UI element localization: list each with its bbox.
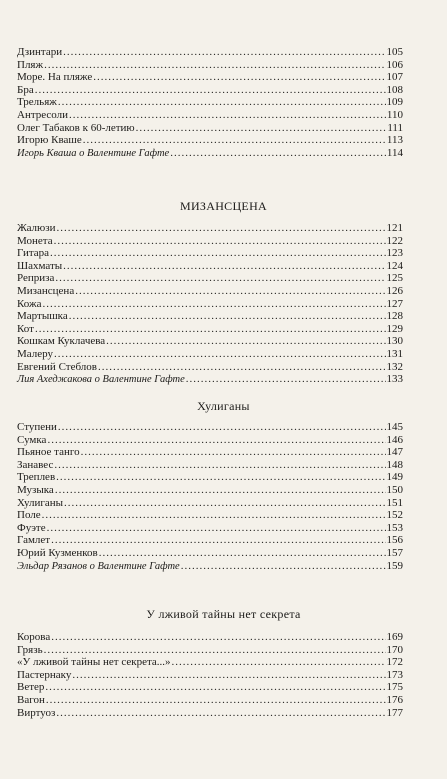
toc-entry-title: Корова	[17, 631, 51, 643]
dot-leader	[57, 222, 386, 235]
dot-leader	[63, 260, 385, 273]
toc-entry-title: Кот	[17, 322, 34, 335]
dot-leader	[170, 147, 386, 160]
toc-entry-page-number: 114	[386, 146, 403, 159]
toc-entry-page-number: 173	[386, 668, 403, 681]
toc-entry	[17, 373, 403, 386]
toc-entry	[17, 656, 403, 669]
toc-entry	[17, 560, 403, 573]
dot-leader	[54, 235, 386, 248]
toc-entry-title: Море. На пляже	[17, 71, 93, 84]
dot-leader	[54, 459, 385, 472]
toc-entry-page-number: 108	[386, 83, 403, 96]
toc-entry-page-number: 129	[386, 322, 403, 335]
dot-leader	[63, 46, 385, 59]
toc-entry-title: Гамлет	[17, 534, 51, 547]
toc-entry	[17, 71, 403, 84]
toc-entry	[17, 484, 403, 497]
toc-group-mizanscena	[17, 222, 403, 386]
toc-entry	[17, 348, 403, 361]
toc-entry-title: Мартышка	[17, 310, 68, 323]
toc-entry-page-number: 146	[386, 433, 403, 446]
toc-entry-title: Пьяное танго	[17, 446, 80, 459]
toc-entry-page-number: 124	[386, 259, 403, 272]
toc-entry-page-number: 153	[386, 521, 403, 534]
toc-entry-title: Мизансцена	[17, 284, 75, 297]
toc-entry-title: Треплев	[17, 471, 56, 484]
toc-entry-page-number: 149	[386, 471, 403, 484]
dot-leader	[46, 694, 386, 707]
dot-leader	[93, 71, 385, 84]
toc-entry	[17, 547, 403, 560]
toc-entry-page-number: 106	[386, 58, 403, 71]
toc-entry-page-number: 172	[386, 656, 403, 669]
toc-entry-title: Вагон	[17, 693, 45, 706]
toc-entry	[17, 509, 403, 522]
toc-entry-title: Реприза	[17, 272, 55, 285]
dot-leader	[55, 484, 386, 497]
dot-leader	[42, 509, 386, 522]
toc-entry	[17, 122, 403, 135]
toc-entry-title: Поле	[17, 509, 41, 522]
toc-entry-title: Евгений Стеблов	[17, 360, 97, 373]
dot-leader	[51, 631, 385, 644]
dot-leader	[35, 84, 386, 97]
toc-entry-page-number: 132	[386, 360, 403, 373]
toc-entry-page-number: 113	[386, 134, 403, 147]
dot-leader	[44, 644, 386, 657]
dot-leader	[51, 534, 385, 547]
toc-entry-title: Виртуоз	[17, 706, 56, 719]
toc-entry-page-number: 156	[386, 534, 403, 547]
dot-leader	[50, 247, 385, 260]
dot-leader	[56, 707, 385, 720]
dot-leader	[186, 373, 386, 386]
toc-entry-title: Кожа	[17, 297, 42, 310]
toc-entry-page-number: 125	[386, 272, 403, 285]
toc-entry-page-number: 128	[386, 310, 403, 323]
toc-entry-page-number: 107	[386, 71, 403, 84]
toc-group-lzhivoy-tayny	[17, 631, 403, 719]
dot-leader	[69, 109, 386, 122]
section-heading-mizanscena: МИЗАНСЦЕНА	[179, 199, 267, 213]
dot-leader	[45, 681, 385, 694]
toc-group-1	[17, 46, 403, 159]
dot-leader	[35, 323, 386, 336]
toc-entry-page-number: 176	[386, 693, 403, 706]
toc-entry	[17, 446, 403, 459]
toc-entry-title: Игорю Кваше	[17, 134, 82, 147]
toc-entry-page-number: 150	[386, 483, 403, 496]
toc-entry	[17, 147, 403, 160]
toc-entry	[17, 46, 403, 59]
toc-entry	[17, 323, 403, 336]
toc-entry	[17, 681, 403, 694]
dot-leader	[136, 122, 387, 135]
dot-leader	[75, 285, 385, 298]
toc-entry-page-number: 147	[386, 446, 403, 459]
toc-entry-page-number: 152	[386, 509, 403, 522]
toc-entry-title: Хулиганы	[17, 496, 64, 509]
toc-entry-title: Гитара	[17, 247, 50, 260]
dot-leader	[83, 134, 386, 147]
dot-leader	[58, 96, 386, 109]
toc-entry-page-number: 157	[386, 546, 403, 559]
toc-entry-page-number: 151	[386, 496, 403, 509]
toc-entry-page-number: 121	[386, 222, 403, 234]
toc-group-khuligany	[17, 421, 403, 572]
toc-entry-title: Жалюзи	[17, 222, 56, 234]
dot-leader	[181, 560, 386, 573]
toc-entry-page-number: 105	[386, 46, 403, 58]
toc-entry-title: Грязь	[17, 643, 43, 656]
toc-entry	[17, 434, 403, 447]
toc-entry	[17, 459, 403, 472]
toc-entry-title: Пляж	[17, 58, 44, 71]
toc-entry	[17, 534, 403, 547]
toc-entry-page-number: 127	[386, 297, 403, 310]
toc-entry-page-number: 145	[386, 421, 403, 433]
toc-entry	[17, 260, 403, 273]
toc-entry	[17, 631, 403, 644]
dot-leader	[56, 471, 385, 484]
toc-entry-title: Антресоли	[17, 108, 69, 121]
dot-leader	[64, 497, 385, 510]
toc-entry-title: Монета	[17, 234, 53, 247]
toc-entry-page-number: 159	[386, 559, 403, 572]
toc-entry-page-number: 133	[386, 373, 403, 386]
toc-entry-title: Кошкам Куклачева	[17, 335, 106, 348]
toc-entry-title: Шахматы	[17, 259, 63, 272]
toc-entry	[17, 222, 403, 235]
toc-entry-title: Юрий Кузменков	[17, 546, 98, 559]
toc-entry	[17, 471, 403, 484]
dot-leader	[44, 59, 385, 72]
toc-entry	[17, 361, 403, 374]
toc-entry-title: Занавес	[17, 458, 54, 471]
toc-entry	[17, 285, 403, 298]
toc-entry	[17, 421, 403, 434]
toc-entry	[17, 707, 403, 720]
toc-entry	[17, 109, 403, 122]
toc-entry-title: Фуэте	[17, 521, 46, 534]
toc-entry	[17, 235, 403, 248]
toc-entry-page-number: 175	[386, 681, 403, 694]
toc-entry	[17, 669, 403, 682]
dot-leader	[69, 310, 386, 323]
toc-entry-page-number: 177	[386, 706, 403, 719]
toc-entry-title: Трельяж	[17, 96, 57, 109]
toc-entry	[17, 96, 403, 109]
toc-entry-title: Игорь Кваша о Валентине Гафте	[17, 147, 170, 159]
toc-entry	[17, 134, 403, 147]
toc-entry-title: Эльдар Рязанов о Валентине Гафте	[17, 560, 180, 572]
toc-entry-page-number: 170	[386, 643, 403, 656]
dot-leader	[54, 348, 386, 361]
toc-entry-title: Пастернаку	[17, 668, 72, 681]
dot-leader	[47, 522, 386, 535]
toc-entry	[17, 310, 403, 323]
toc-entry-title: Лия Ахеджакова о Валентине Гафте	[17, 374, 185, 386]
dot-leader	[81, 446, 386, 459]
toc-entry	[17, 298, 403, 311]
toc-entry-title: Ступени	[17, 421, 57, 433]
toc-entry-page-number: 111	[387, 121, 403, 134]
toc-entry-title: Олег Табаков к 60-летию	[17, 121, 135, 134]
toc-entry	[17, 84, 403, 97]
toc-entry-title: «У лживой тайны нет секрета...»	[17, 656, 171, 669]
dot-leader	[55, 272, 385, 285]
toc-entry-title: Бра	[17, 83, 34, 96]
toc-entry	[17, 335, 403, 348]
dot-leader	[172, 656, 386, 669]
toc-entry-page-number: 148	[386, 458, 403, 471]
toc-entry	[17, 644, 403, 657]
toc-entry-page-number: 110	[386, 108, 403, 121]
toc-entry-title: Дзинтари	[17, 46, 63, 58]
dot-leader	[106, 335, 385, 348]
toc-entry	[17, 59, 403, 72]
dot-leader	[43, 298, 386, 311]
toc-entry-title: Сумка	[17, 433, 47, 446]
toc-entry	[17, 272, 403, 285]
dot-leader	[47, 434, 385, 447]
dot-leader	[58, 421, 386, 434]
toc-entry-page-number: 169	[386, 631, 403, 643]
toc-entry	[17, 522, 403, 535]
dot-leader	[72, 669, 385, 682]
toc-entry-page-number: 122	[386, 234, 403, 247]
dot-leader	[99, 547, 386, 560]
toc-entry	[17, 497, 403, 510]
toc-entry-page-number: 109	[386, 96, 403, 109]
toc-entry-title: Ветер	[17, 681, 45, 694]
toc-entry	[17, 694, 403, 707]
toc-entry-page-number: 126	[386, 284, 403, 297]
toc-entry-title: Музыка	[17, 483, 54, 496]
toc-entry-page-number: 130	[386, 335, 403, 348]
section-heading-khuligany: Хулиганы	[197, 399, 250, 413]
toc-entry-page-number: 123	[386, 247, 403, 260]
toc-entry	[17, 247, 403, 260]
dot-leader	[98, 361, 386, 374]
section-heading-lzhivoy-tayny: У лживой тайны нет секрета	[146, 607, 301, 621]
toc-entry-page-number: 131	[386, 347, 403, 360]
toc-entry-title: Малеру	[17, 347, 53, 360]
